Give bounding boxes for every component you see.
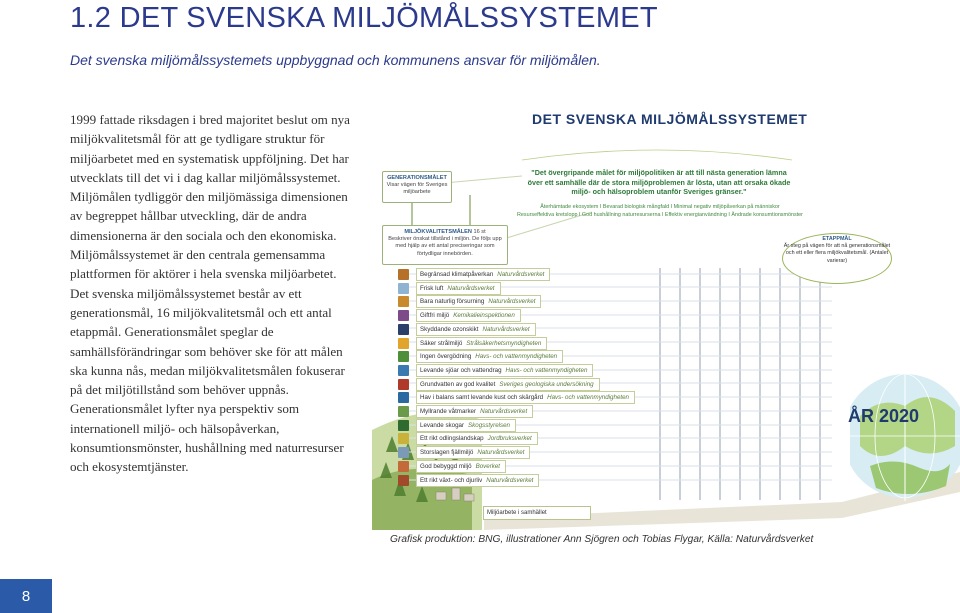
goal-sign [416,446,530,459]
paragraph: 1999 fattade riksdagen i bred majoritet beslut om nya miljökvalitetsmål för att ge tydligare struktur för miljöarbetet med en systematisk uppföljning. Det har utvecklats till det vi i dag kallar miljömålssystemet. [70,112,350,185]
goal-sign [416,295,541,308]
goal-sign [416,350,563,363]
goal-name: Ett rikt växt- och djurliv [420,476,483,484]
goal-sign [416,309,521,322]
goal-symbol-icon [398,406,409,417]
goal-sign [416,364,593,377]
goal-name: Levande sjöar och vattendrag [420,366,502,374]
goal-name: Begränsad klimatpåverkan [420,271,494,278]
principles-line: Återhämtade ekosystem I Bevarad biologisk mångfald I Minimal negativ miljöpåverkan på människor [540,204,780,210]
goal-sign [416,337,547,350]
goal-agency: Naturvårdsverket [447,284,495,292]
goal-row [398,447,530,458]
goal-agency: Naturvårdsverket [480,408,528,415]
page-title: 1.2 DET SVENSKA MILJÖMÅLSSYSTEMET [70,2,658,34]
goal-name: Skyddande ozonskikt [420,325,479,333]
goal-symbol-icon [398,379,409,390]
goal-agency: Naturvårdsverket [486,476,534,484]
goal-row [398,420,516,431]
bubble-heading: ETAPPMÅL [822,236,852,242]
sign-heading: MILJÖKVALITETSMÅLEN [404,229,472,235]
goal-row [398,351,563,362]
generationsmal-sign [382,171,452,203]
goal-agency: Sveriges geologiska undersökning [499,380,594,388]
body-text [70,110,352,477]
goal-row [398,283,501,294]
goal-symbol-icon [398,365,409,376]
goal-symbol-icon [398,310,409,321]
goal-row [398,310,521,321]
goal-row [398,365,593,376]
sign-heading: GENERATIONSMÅLET [387,175,447,181]
goal-sign [416,432,538,445]
goal-name: Myllrande våtmarker [420,408,477,415]
page-number: 8 [0,579,52,613]
image-credit: Grafisk produktion: BNG, illustrationer Ann Sjögren och Tobias Flygar, Källa: Naturvårdsverket [390,534,814,545]
goal-name: Säker strålmiljö [420,339,463,347]
goal-row [398,296,541,307]
goal-symbol-icon [398,351,409,362]
goal-symbol-icon [398,296,409,307]
goal-agency: Naturvårdsverket [488,298,536,306]
goal-row [398,461,506,472]
goal-sign [416,474,539,487]
goal-name: Ingen övergödning [420,353,472,361]
goal-symbol-icon [398,433,409,444]
goal-row [398,392,635,403]
goal-symbol-icon [398,475,409,486]
generation-goal-quote: "Det övergripande målet för miljöpolitiken är att till nästa generation lämna över ett samhälle där de stora miljöproblemen är lösta, utan att orsaka ökade miljö- och hälsoproblem utanför Sveriges gränser." [527,168,791,196]
goal-name: God bebyggd miljö [420,462,472,470]
goal-agency: Skogsstyrelsen [468,421,511,429]
paragraph: Miljömålen tydliggör den miljömässiga dimensionen av begreppet hållbar utveckling, där de andra dimensionerna är den sociala och den ekonomiska. [70,189,348,243]
goal-symbol-icon [398,324,409,335]
paragraph: Miljömålssystemet är den centrala gemensamma plattformen för aktörer i hela svenska miljöarbetet. [70,247,337,282]
goal-name: Giftfri miljö [420,312,450,320]
goal-row [398,324,536,335]
goal-row [398,475,539,486]
bottom-sign: Miljöarbete i samhället [483,506,591,520]
paragraph: Det svenska miljömålssystemet består av ett generationsmål, 16 miljökvalitetsmål och ett antal etappmål. Generationsmålet speglar de samhällsförändringar som behöver ske för att målen ska kunna nås, medan miljökvalitetsmålen fokuserar på det miljötillstånd som behöver uppnås. Generationsmålet lyfter nya perspektiv som internationell miljö- och hälsopåverkan, konsumtionsmönster, hushållning med naturresurser och ekosystemtjänster. [70,285,345,475]
goal-agency: Kemikalieinspektionen [453,312,515,320]
sign-text: Visar vägen för Sveriges miljöarbete [386,182,448,196]
goal-agency: Naturvårdsverket [477,449,525,457]
goal-sign [416,378,600,391]
goal-row [398,433,538,444]
sign-text: Beskriver önskat tillstånd i miljön. De följs upp med hjälp av ett antal preciseringar som förtydligar innebörden. [388,236,502,257]
goal-symbol-icon [398,283,409,294]
goal-name: Bara naturlig försurning [420,298,485,306]
principles-line: Resurseffektiva kretslopp I God hushållning naturresurserna I Effektiv energianvändning I Ändrade konsumtionsmönster [517,212,803,218]
goal-sign [416,460,506,473]
figure-title: DET SVENSKA MILJÖMÅLSSYSTEMET [532,111,808,127]
goal-agency: Naturvårdsverket [497,271,545,278]
goal-row [398,406,533,417]
goal-agency: Boverket [475,462,501,470]
goal-row [398,379,600,390]
goal-symbol-icon [398,447,409,458]
goal-name: Storslagen fjällmiljö [420,449,474,457]
goal-name: Frisk luft [420,284,444,292]
goal-row [398,269,550,280]
goal-agency: Havs- och vattenmyndigheten [547,394,629,402]
goal-symbol-icon [398,461,409,472]
goal-sign [416,268,550,281]
goal-sign [416,419,516,432]
goal-agency: Havs- och vattenmyndigheten [475,353,558,361]
goal-symbol-icon [398,420,409,431]
goal-name: Grundvatten av god kvalitet [420,380,496,388]
goal-agency: Jordbruksverket [487,435,532,443]
goal-symbol-icon [398,392,409,403]
goal-sign [416,391,635,404]
target-year: ÅR 2020 [848,406,920,426]
bubble-text: Är steg på vägen för att nå generationsmålet och ett eller flera miljökvalitetsmål. (Antalet varierar) [783,243,891,264]
sign-count: 16 st [473,229,486,235]
goal-principles [490,203,830,219]
goal-sign [416,282,501,295]
goal-symbol-icon [398,269,409,280]
etappmal-bubble [782,233,892,284]
goal-name: Ett rikt odlingslandskap [420,435,484,443]
goal-row [398,338,547,349]
goal-name: Hav i balans samt levande kust och skärgård [420,394,544,402]
goal-symbol-icon [398,338,409,349]
goal-sign [416,405,533,418]
miljomal-illustration [372,100,960,530]
goal-sign [416,323,536,336]
goal-agency: Strålsäkerhetsmyndigheten [466,339,542,347]
miljokvalitetsmal-sign [382,225,508,265]
page-subtitle: Det svenska miljömålssystemets uppbyggnad och kommunens ansvar för miljömålen. [70,52,601,68]
goal-agency: Naturvårdsverket [482,325,530,333]
goal-name: Levande skogar [420,421,465,429]
goal-agency: Havs- och vattenmyndigheten [505,366,588,374]
